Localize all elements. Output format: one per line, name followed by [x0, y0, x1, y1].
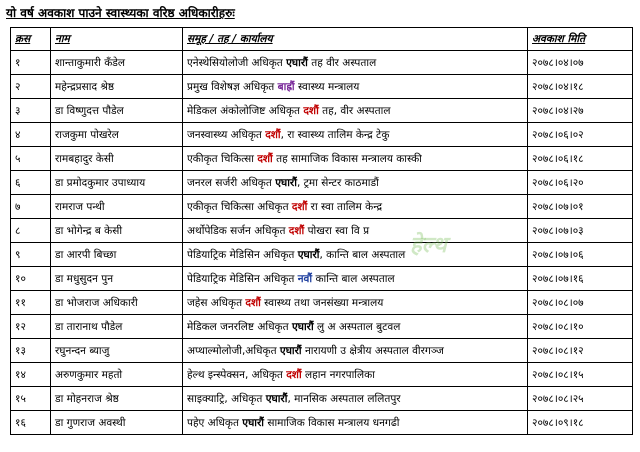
- row-group: [183, 99, 528, 123]
- group-prefix: अर्थोपेडिक सर्जन अधिकृत: [187, 224, 289, 237]
- group-prefix: जहेस अधिकृत: [187, 296, 246, 309]
- row-date: २०७८।०९।१८: [528, 411, 633, 435]
- table-row: [11, 315, 633, 339]
- group-level: एघारौं: [279, 344, 302, 357]
- group-level: दशौं: [257, 152, 273, 165]
- group-level: दशौं: [291, 200, 308, 213]
- table-row: [11, 291, 633, 315]
- group-prefix: जनस्वास्थ्य अधिकृत: [187, 128, 266, 141]
- group-suffix: , रा स्वास्थ्य तालिम केन्द्र टेकु: [280, 128, 390, 141]
- group-level: दशौं: [245, 296, 261, 309]
- row-date: २०७८।०८।१२: [528, 339, 633, 363]
- row-serial: ५: [11, 147, 51, 171]
- group-level: दशौं: [303, 104, 319, 117]
- column-header-name: नाम: [51, 28, 183, 51]
- row-date: २०७८।०८।१०: [528, 315, 633, 339]
- row-name: रघुनन्दन ब्याजु: [51, 339, 183, 363]
- row-group: [183, 219, 528, 243]
- group-prefix: एकीकृत चिकित्सा अधिकृत: [187, 200, 292, 213]
- page-title: यो वर्ष अवकाश पाउने स्वास्थ्यका वरिष्ठ अधिकारीहरुः: [6, 6, 235, 20]
- row-group: [183, 387, 528, 411]
- group-prefix: जनरल सर्जरी अधिकृत: [187, 176, 276, 189]
- row-group: [183, 75, 528, 99]
- group-level: एघारौं: [265, 392, 288, 405]
- table-row: [11, 243, 633, 267]
- table-row: [11, 339, 633, 363]
- row-serial: ११: [11, 291, 51, 315]
- row-group: [183, 411, 528, 435]
- row-group: [183, 171, 528, 195]
- group-prefix: एनेस्थेसियोलोजी अधिकृत: [187, 56, 287, 69]
- row-group: [183, 339, 528, 363]
- group-prefix: अप्थाल्मोलोजी,अधिकृत: [187, 344, 280, 357]
- table-row: [11, 411, 633, 435]
- group-suffix: तह सामाजिक विकास मन्त्रालय कास्की: [272, 152, 422, 165]
- table-row: [11, 195, 633, 219]
- row-serial: ४: [11, 123, 51, 147]
- group-prefix: हेल्थ इन्स्पेक्सन, अधिकृत: [187, 368, 287, 381]
- table-row: [11, 99, 633, 123]
- row-name: राजकुमा पोखरेल: [51, 123, 183, 147]
- row-date: २०७८।०४।०७: [528, 51, 633, 75]
- row-group: [183, 291, 528, 315]
- table-row: [11, 51, 633, 75]
- row-serial: १४: [11, 363, 51, 387]
- retirement-table: [10, 27, 633, 435]
- row-group: [183, 51, 528, 75]
- row-serial: १६: [11, 411, 51, 435]
- row-date: २०७८।०७।०१: [528, 195, 633, 219]
- row-date: २०७८।०८।१५: [528, 363, 633, 387]
- group-suffix: लहान नगरपालिका: [301, 368, 375, 381]
- group-prefix: मेडिकल जनरलिष्ट अधिकृत: [187, 320, 292, 333]
- table-row: [11, 267, 633, 291]
- table-row: [11, 219, 633, 243]
- row-group: [183, 243, 528, 267]
- row-name: डा विष्णुदत्त पौडेल: [51, 99, 183, 123]
- table-header-row: [11, 28, 633, 51]
- group-suffix: तह, वीर अस्पताल: [318, 104, 391, 117]
- column-header-date: अवकाश मिति: [528, 28, 633, 51]
- group-level: एघारौं: [242, 416, 265, 429]
- table-body: [11, 51, 633, 435]
- group-suffix: सामाजिक विकास मन्त्रालय धनगढी: [264, 416, 400, 429]
- group-prefix: पेडियाट्रिक मेडिसिन अधिकृत: [187, 272, 298, 285]
- table-row: [11, 387, 633, 411]
- row-name: महेन्द्रप्रसाद श्रेष्ठ: [51, 75, 183, 99]
- row-serial: १५: [11, 387, 51, 411]
- group-suffix: स्वास्थ्य मन्त्रालय: [294, 80, 360, 93]
- row-date: २०७८।०६।२०: [528, 171, 633, 195]
- group-prefix: पेडियाट्रिक मेडिसिन अधिकृत: [187, 248, 298, 261]
- row-serial: ७: [11, 195, 51, 219]
- group-level: दशौं: [265, 128, 281, 141]
- row-name: रामबहादुर केसी: [51, 147, 183, 171]
- row-name: डा गुणराज अवस्थी: [51, 411, 183, 435]
- group-prefix: पहेए अधिकृत: [187, 416, 243, 429]
- row-serial: ३: [11, 99, 51, 123]
- row-name: शान्ताकुमारी कँडेल: [51, 51, 183, 75]
- group-suffix: , ट्रमा सेन्टर काठमाडौं: [296, 176, 379, 189]
- group-level: एघारौं: [297, 248, 320, 261]
- row-name: डा मधुसुदन पुन: [51, 267, 183, 291]
- group-level: एघारौं: [275, 176, 297, 189]
- row-name: रामराज पन्थी: [51, 195, 183, 219]
- row-date: २०७८।०४।१८: [528, 75, 633, 99]
- group-suffix: रा स्वा तालिम केन्द्र: [307, 200, 383, 213]
- row-date: २०७८।०८।०७: [528, 291, 633, 315]
- watermark-logo: हेल्थ: [410, 233, 447, 258]
- row-serial: १०: [11, 267, 51, 291]
- group-suffix: पोखरा स्वा वि प्र: [304, 224, 370, 237]
- row-group: [183, 267, 528, 291]
- column-header-group: समूह / तह / कार्यालय: [183, 28, 528, 51]
- table-row: [11, 171, 633, 195]
- row-date: २०७८।०६।०२: [528, 123, 633, 147]
- row-serial: १: [11, 51, 51, 75]
- row-name: डा तारानाथ पौडेल: [51, 315, 183, 339]
- group-suffix: लु अ अस्पताल बुटवल: [313, 320, 401, 333]
- table-row: [11, 75, 633, 99]
- row-date: २०७८।०८।२५: [528, 387, 633, 411]
- row-serial: १२: [11, 315, 51, 339]
- table-row: [11, 147, 633, 171]
- group-level: नवौं: [297, 272, 313, 285]
- group-level: दशौं: [288, 224, 305, 237]
- row-name: डा भोजराज अधिकारी: [51, 291, 183, 315]
- group-level: एघारौं: [291, 320, 314, 333]
- row-group: [183, 315, 528, 339]
- row-group: [183, 195, 528, 219]
- row-date: २०७८।०४।२७: [528, 99, 633, 123]
- group-level: बाह्रौं: [277, 80, 295, 93]
- row-name: डा भोगेन्द्र ब केसी: [51, 219, 183, 243]
- group-level: दशौं: [286, 368, 302, 381]
- group-suffix: स्वास्थ्य तथा जनसंख्या मन्त्रालय: [260, 296, 384, 309]
- row-name: डा मोहनराज श्रेष्ठ: [51, 387, 183, 411]
- row-serial: १३: [11, 339, 51, 363]
- row-group: [183, 363, 528, 387]
- group-prefix: एकीकृत चिकित्सा: [187, 152, 258, 165]
- row-name: डा प्रमोदकुमार उपाध्याय: [51, 171, 183, 195]
- row-group: [183, 123, 528, 147]
- group-level: एघारौं: [286, 56, 308, 69]
- group-prefix: प्रमुख विशेषज्ञ अधिकृत: [187, 80, 278, 93]
- group-prefix: मेडिकल अंकोलोजिष्ट अधिकृत: [187, 104, 304, 117]
- row-date: २०७८।०७।०६: [528, 243, 633, 267]
- group-suffix: तह वीर अस्पताल: [307, 56, 377, 69]
- row-name: अरुणकुमार महतो: [51, 363, 183, 387]
- column-header-sn: क्रस: [11, 28, 51, 51]
- row-date: २०७८।०६।१८: [528, 147, 633, 171]
- group-suffix: , कान्ति बाल अस्पताल: [319, 248, 406, 261]
- row-date: २०७८।०७।०३: [528, 219, 633, 243]
- row-serial: ९: [11, 243, 51, 267]
- table-row: [11, 123, 633, 147]
- row-group: [183, 147, 528, 171]
- row-serial: ८: [11, 219, 51, 243]
- group-suffix: नारायणी उ क्षेत्रीय अस्पताल वीरगञ्ज: [301, 344, 444, 357]
- row-serial: ६: [11, 171, 51, 195]
- group-suffix: कान्ति बाल अस्पताल: [312, 272, 395, 285]
- row-name: डा आरपी बिच्छा: [51, 243, 183, 267]
- group-prefix: साइक्याट्रि, अधिकृत: [187, 392, 266, 405]
- row-date: २०७८।०७।१६: [528, 267, 633, 291]
- row-serial: २: [11, 75, 51, 99]
- table-row: [11, 363, 633, 387]
- group-suffix: , मानसिक अस्पताल ललितपुर: [287, 392, 401, 405]
